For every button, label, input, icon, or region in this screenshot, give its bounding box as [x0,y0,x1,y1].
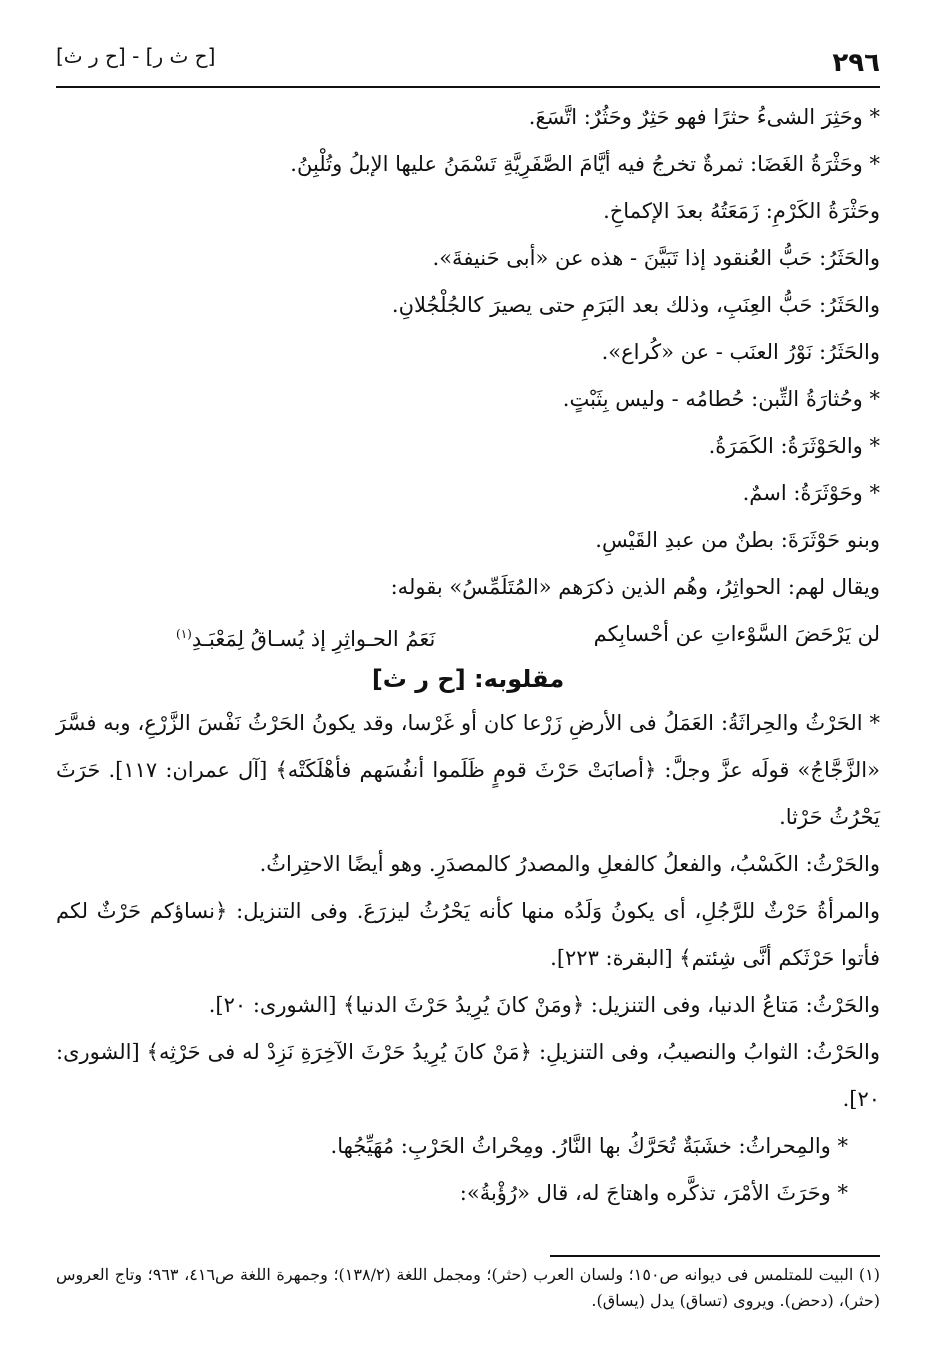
entry-line: * وحَوْثَرَةُ: اسمٌ. [742,481,880,505]
page-header [56,38,880,88]
entry-line: والحَثَرُ: حَبُّ العِنَبِ، وذلك بعد البَرَمِ حتى يصيرَ كالجُلْجُلانِ. [391,293,880,317]
entry-line: * وحَثِرَ الشىءُ حثرًا فهو حَثِرٌ وحَثُرٌ: اتَّسَعَ. [528,105,880,129]
entry-line: * وحَثْرَةُ الغَضَا: ثمرةٌ تخرجُ فيه أيَّامَ الصَّفَرِيَّةِ تَسْمَنُ عليها الإبلُ وتُلْبِنُ. [290,152,880,176]
footnote-divider [550,1255,880,1257]
entry-paragraph: * والمِحراثُ: خشَبَةٌ تُحَرَّكُ بها النَّارُ. ومِحْراثُ الحَرْبِ: مُهَيِّجُها. [330,1134,848,1158]
entry-line: وبنو حَوْثَرَةَ: بطنٌ من عبدِ القَيْسِ. [595,528,880,552]
entry-line: * والحَوْثَرَةُ: الكَمَرَةُ. [708,434,880,458]
entry-line: * وحُثارَةُ التِّبن: حُطامُه - وليس بِثَبْتٍ. [562,387,880,411]
verse-second-text: نَعَمُ الحـواثِرِ إذ يُسـاقُ لِمَعْبَـدِ [191,627,436,651]
page-number: ٢٩٦ [832,48,880,78]
verse-second-hemistich [176,611,435,658]
entry-line: والحَثَرُ: حَبُّ العُنقود إذا تَبَيَّنَ - هذه عن «أبى حَنيفةَ». [432,246,880,270]
entry-line: وحَثْرَةُ الكَرْمِ: زَمَعَتُهُ بعدَ الإكماخِ. [603,199,880,223]
entry-paragraph: والحَرْثُ: الكَسْبُ، والفعلُ كالفعلِ والمصدرُ كالمصدَرِ. وهو أيضًا الاحتِراثُ. [259,852,880,876]
entry-line: ويقال لهم: الحواثِرُ، وهُم الذين ذكرَهم «المُتَلَمِّسُ» بقوله: [390,575,880,599]
poetry-verse [56,611,880,658]
entry-line: والحَثَرُ: نَوْرُ العنَب - عن «كُراع». [601,340,880,364]
entry-paragraph: والحَرْثُ: الثوابُ والنصيبُ، وفى التنزيلِ: ﴿مَنْ كانَ يُرِيدُ حَرْثَ الآخِرَةِ نَزِدْ له فى حَرْثِه﴾ [الشورى: ٢٠]. [56,1040,880,1111]
footnote: (١) البيت للمتلمس فى ديوانه ص١٥٠؛ ولسان العرب (حثر)؛ ومجمل اللغة (١٣٨/٢)؛ وجمهرة اللغة ص٤١٦، ٩٦٣؛ وتاج العروس (حثر)، (دحض). ويروى (تساق) يدل (يساق). [56,1265,880,1310]
body-text [56,94,880,1217]
running-head: [ح ث ر] - [ح ر ث] [56,44,216,68]
entry-paragraph: والمرأةُ حَرْثٌ للرَّجُلِ، أى يكونُ وَلَدُه منها كأنه يَحْرُثُ ليزرَعَ. وفى التنزيل: ﴿نساؤكم حَرْثٌ لكم فأتوا حَرْثَكم أنَّى شِئتم﴾ [البقرة: ٢٢٣]. [56,899,880,970]
entry-paragraph: * الحَرْثُ والحِراثَةُ: العَمَلُ فى الأرضِ زَرْعا كان أو غَرْسا، وقد يكونُ الحَرْثُ نَفْسَ الزَّرْعِ، وبه فسَّرَ «الزَّجَّاجُ» قولَه عزَّ وجلَّ: ﴿أصابَتْ حَرْثَ قومٍ ظَلَموا أنفُسَهم فأهْلَكَتْه﴾ [آل عمران: ١١٧]. حَرَثَ يَحْرُثُ حَرْثا. [56,711,880,829]
entry-paragraph: والحَرْثُ: مَتاعُ الدنيا، وفى التنزيل: ﴿ومَنْ كانَ يُرِيدُ حَرْثَ الدنيا﴾ [الشورى: ٢٠]. [208,993,880,1017]
footnote-marker: (١) [176,627,192,641]
section-heading: مقلوبه: [ح ر ث] [371,665,565,693]
entry-paragraph: * وحَرَثَ الأمْرَ، تذكَّره واهتاجَ له، قال «رُؤْبةُ»: [459,1181,848,1205]
verse-first-hemistich: لن يَرْحَضَ السَّوْءاتِ عن أحْسابِكم [593,622,880,646]
